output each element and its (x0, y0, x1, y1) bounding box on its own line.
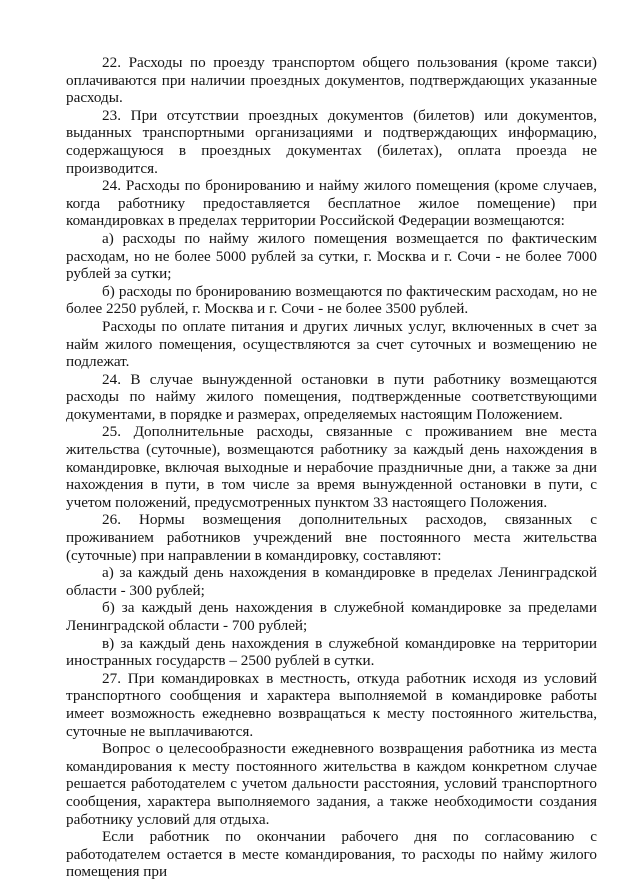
paragraph-27-daily-return: Вопрос о целесообразности ежедневного возвращения работника из места командирования к месту постоянного жительства в каждом конкретном случае решается работодателем с учетом дальности расстояния, условий транспортного сообщения, характера выполняемого задания, а также необходимости создания работнику условий для отдыха. (66, 740, 597, 828)
paragraph-26: 26. Нормы возмещения дополнительных расходов, связанных с проживанием работников учреждений вне постоянного места жительства (суточные) при направлении в командировку, составляют: (66, 511, 597, 564)
paragraph-24: 24. Расходы по бронированию и найму жилого помещения (кроме случаев, когда работнику предоставляется бесплатное жилое помещение) при командировках в пределах территории Российской Федерации возмещаются: (66, 177, 597, 230)
paragraph-24-b: б) расходы по бронированию возмещаются по фактическим расходам, но не более 2250 рублей, г. Москва и г. Сочи - не более 3500 рублей. (66, 282, 597, 318)
paragraph-23: 23. При отсутствии проездных документов (билетов) или документов, выданных транспортными организациями и подтверждающих информацию, содержащуюся в проездных документах (билетах), оплата проезда не производится. (66, 106, 597, 177)
paragraph-24-forced-stop: 24. В случае вынужденной остановки в пути работнику возмещаются расходы по найму жилого помещения, подтвержденные соответствующими документами, в порядке и размерах, определяемых настоящим Положением. (66, 370, 597, 423)
paragraph-22: 22. Расходы по проезду транспортом общего пользования (кроме такси) оплачиваются при наличии проездных документов, подтверждающих указанные расходы. (66, 54, 597, 107)
paragraph-26-b: б) за каждый день нахождения в служебной командировке за пределами Ленинградской области - 700 рублей; (66, 599, 597, 634)
paragraph-26-a: а) за каждый день нахождения в командировке в пределах Ленинградской области - 300 рублей; (66, 564, 597, 599)
paragraph-24-a: а) расходы по найму жилого помещения возмещается по фактическим расходам, но не более 5000 рублей за сутки, г. Москва и г. Сочи - не более 7000 рублей за сутки; (66, 229, 597, 283)
paragraph-24-meals: Расходы по оплате питания и других личных услуг, включенных в счет за найм жилого помещения, осуществляются за счет суточных и возмещению не подлежат. (66, 317, 597, 371)
document-body (66, 54, 597, 881)
paragraph-27: 27. При командировках в местность, откуда работник исходя из условий транспортного сообщения и характера выполняемой в командировке работы имеет возможность ежедневно возвращаться к месту постоянного жительства, суточные не выплачиваются. (66, 669, 597, 740)
paragraph-27-stay: Если работник по окончании рабочего дня по согласованию с работодателем остается в месте командирования, то расходы по найму жилого помещения при (66, 828, 597, 881)
paragraph-25: 25. Дополнительные расходы, связанные с проживанием вне места жительства (суточные), возмещаются работнику за каждый день нахождения в командировке, включая выходные и нерабочие праздничные дни, а также за дни нахождения в пути, в том числе за время вынужденной остановки в пути, с учетом положений, предусмотренных пунктом 33 настоящего Положения. (66, 423, 597, 511)
paragraph-26-c: в) за каждый день нахождения в служебной командировке на территории иностранных государств – 2500 рублей в сутки. (66, 634, 597, 670)
